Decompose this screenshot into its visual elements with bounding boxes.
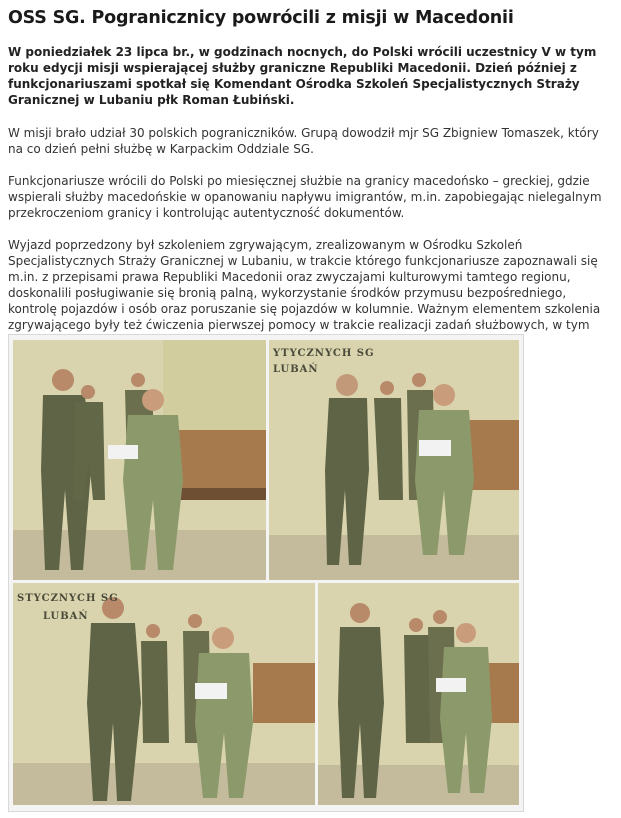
article-paragraph-1: W misji brało udział 30 polskich pograniczników. Grupą dowodził mjr SG Zbigniew Tomaszek, który na co dzień pełni służbę w Karpackim Oddziale SG. — [8, 126, 599, 156]
photo-handshake-2[interactable] — [269, 340, 519, 580]
photo-wall-sign-town: LUBAŃ — [43, 611, 89, 622]
article-paragraph-3: Wyjazd poprzedzony był szkoleniem zgrywającym, zrealizowanym w Ośrodku Szkoleń Specjalistycznych Straży Granicznej w Lubaniu, w trakcie którego funkcjonariusze zapoznawali się m.in. z przepisami prawa Republiki Macedonii oraz zwyczajami kulturowymi tamtego regionu, doskonalili posługiwanie się bronią palną, wykorzystanie środków przymusu bezpośredniego, kontrolę pojazdów i osób oraz poruszanie się pojazdów w kolumnie. Ważnym elementem szkolenia zgrywającego były też ćwiczenia pierwszej pomocy w trakcie realizacji zadań służbowych, w tym — [8, 238, 601, 332]
photo-handshake-1[interactable] — [13, 340, 266, 580]
article — [0, 0, 621, 349]
photo-gallery — [8, 334, 524, 812]
article-title: OSS SG. Pogranicznicy powrócili z misji w Macedonii — [8, 8, 514, 28]
photo-wall-sign: YTYCZNYCH SG — [273, 348, 375, 359]
article-lead: W poniedziałek 23 lipca br., w godzinach nocnych, do Polski wrócili uczestnicy V w tym roku edycji misji wspierającej służby graniczne Republiki Macedonii. Dzień później z funkcjonariuszami spotkał się Komendant Ośrodka Szkoleń Specjalistycznych Straży Granicznej w Lubaniu płk Roman Łubiński. — [8, 45, 597, 107]
photo-handshake-3[interactable] — [13, 583, 315, 805]
photo-handshake-4[interactable] — [318, 583, 519, 805]
photo-wall-sign-town: LUBAŃ — [273, 364, 319, 375]
photo-wall-sign: STYCZNYCH SG — [17, 593, 119, 604]
article-paragraph-2: Funkcjonariusze wrócili do Polski po miesięcznej służbie na granicy macedońsko – greckiej, gdzie wspierali służby macedońskie w opanowaniu napływu imigrantów, m.in. zapobiegając nielegalnym przekroczeniom granicy i kontrolując autentyczność dokumentów. — [8, 174, 602, 220]
